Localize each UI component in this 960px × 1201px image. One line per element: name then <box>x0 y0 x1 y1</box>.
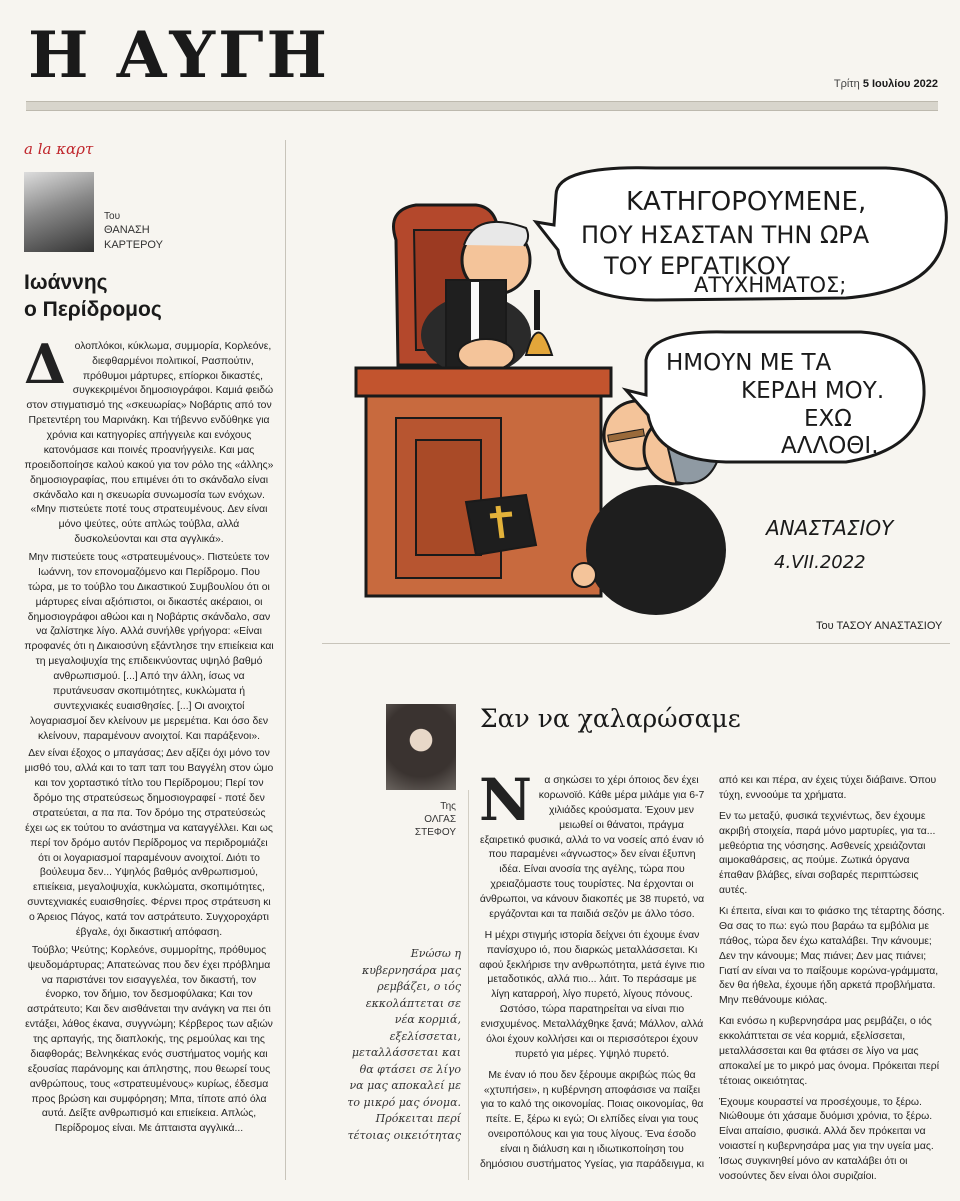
paragraph: Εν τω μεταξύ, φυσικά τεχνιέντως, δεν έχουμε ακριβή στοιχεία, παρά μόνο μαρτυρίες, για τα... μεθεόρτια της νόσησης. Ασθενείς χρειάζονται αιμοκαθάρσεις, ας πούμε. Ζωτικά όργανα έπαθαν βλάβες, είναι σοβαρές περιπτώσεις αυτές. <box>719 810 936 897</box>
paragraph: Έχουμε κουραστεί να προσέχουμε, το ξέρω. Νιώθουμε ότι χάσαμε δυόμισι χρόνια, το ξέρω. Είναι απαίσιο, φυσικά. Αλλά δεν πρόκειται να νοιαστεί η κυβερνησάρα μας για την υγεία μας. Ίσως συγκινηθεί μόνο αν καταλάβει ότι οι νοσούντες δεν είναι όλοι συριζαίοι. <box>719 1096 934 1182</box>
paragraph-text: α σηκώσει το χέρι όποιος δεν έχει κορωνοϊό. Κάθε μέρα μιλάμε για 6-7 χιλιάδες κρούσματα. Έχουν μεν μειωθεί οι θάνατοι, πράγμα εξαιρετικό φυσικά, αλλά το να νοσείς από έναν ιό που παραμένει «άγνωστος» δεν είναι έξυπνη ιδέα. Είναι ανοσία της αγέλης, τώρα που χρειαζόμαστε τους τουρίστες. Να έρχονται οι άνθρωποι, να κάνουν διακοπές με 38 πυρετό, να εργάζονται και τα παιδιά σεζόν με άλλο τόσο. <box>479 775 705 920</box>
bubble2-line-2: ΚΕΡΔΗ ΜΟΥ. <box>741 378 885 404</box>
pullquote: Ενώσω η κυβερνησάρα μας ρεμβάζει, ο ιός εκκολάπτεται σε νέα κορμιά, εξελίσσεται, μεταλλάσσεται και θα φτάσει σε λίγο να μας αποκαλεί με το μικρό μας όνομα. Πρόκειται περί τέτοιας οικειότητας <box>347 947 461 1142</box>
paragraph: Δεν είναι έξοχος ο μπαγάσας; Δεν αξίζει όχι μόνο τον μισθό του, αλλά και το ταπ ταπ του Βαγγέλη στον ώμο και τον χορταστικό τίτλο του Περίδρομου; Περί τον δρόμο της στρατεύσεως δημοσιογραφεί - ποτέ δεν στρατεύεται, α πα πα. Τον δρόμο της στρατεύσεώς έχει ως εκ τούτου το ανάστημα να καταγγέλλει. Και ως περί τον δρόμο αυτόν Περίδρομος να περιδρομιάζει ότι οι λογαριασμοί παραμένουν ανοιχτοί. Διότι το βούλευμα δεν... Υψηλός βαθμός ανθρωπισμού, επιείκεια, μεγαλοψυχία, κυκλώματα, σκοπιμότητες, συντεχνιακές ευαισθησίες. Φέρνει προς στράτευση κι ο Άρειος Πάγος, κατά τον αστράτευτο. Συγχοροχάρτι έβγαλε, όχι δικαστική απόφαση. <box>24 748 274 938</box>
cartoon-illustration <box>326 150 954 620</box>
dropcap: Δ <box>24 331 66 396</box>
column-divider <box>285 140 286 1180</box>
paragraph: Και ενόσω η κυβερνησάρα μας ρεμβάζει, ο ιός εκκολάπτεται σε νέα κορμιά, εξελίσσεται, μεταλλάσσεται και θα φτάσει σε λίγο να μας αποκαλεί με το μικρό μας όνομα. Πρόκειται περί τέτοιας οικειότητας. <box>719 1016 940 1087</box>
dateline-date: 5 Ιουλίου 2022 <box>862 78 938 90</box>
headline-line-2: ο Περίδρομος <box>24 297 162 321</box>
pullquote-rule <box>468 790 469 1180</box>
author-block <box>24 172 274 252</box>
bubble2-line-4: ΑΛΛΟΘΙ. <box>781 433 879 459</box>
masthead-title: Η ΑΥΓΗ <box>28 18 330 93</box>
paragraph-text: ολοπλόκοι, κύκλωμα, συμμορία, Κορλεόνε, διεφθαρμένοι πολιτικοί, Ρασπούτιν, πρόθυμοι μάρτυρες, επίορκοι δικαστές, συγκεκριμένοι δημοσιογράφοι. Καμιά φειδώ στον στιγματισμό της «σκευωρίας» Νοβάρτις από τον Πρετεντέρη του Μαρινάκη. Και τήβεννο ενδύθηκε για χρόνια και κατηγορίες απήγγειλε και ενόχους κατονόμασε και ποινές προανήγγειλε. Και μας προειδοποίησε καλού κακού για τον ρόλο της «άλλης» δημοσιογραφίας, που επιμένει ότι το σκάνδαλο είναι σκάνδαλο και η σκευωρία συνωμοσία των ενόχων. «Μην πιστεύετε ποτέ τους στρατευμένους. Δεν είναι μόνο ψεύτες, ούτε απλώς τούβλα, αλλά δυσκολεύονται και στα αγγλικά». <box>24 340 274 546</box>
paragraph: Τούβλο; Ψεύτης; Κορλεόνε, συμμορίτης, πρόθυμος ψευδομάρτυρας; Απατεώνας που δεν έχει πρόβλημα να παριστάνει τον εισαγγελέα, τον δικαστή, τον ένορκο, τον δήμιο, τον δεσμοφύλακα; Και τον αστράτευτο; Και δεν αισθάνεται την ανάγκη να πει ότι εντάξει, λάθος έκανα, συγγνώμη; Κέρβερος των αξιών της αρπαγής, της διαπλοκής, της ρεμούλας και της διαφθοράς; Βελνηκέκας ενός συστήματος νομής και εξουσίας παράνομης και άπληστης, που θεωρεί τους ανθρώπους, τους «στρατευμένους» κυρίως, έδεσμα προς βρώση και συμφόρηση; Μπα, τίποτε από όλα αυτά. Δείξτε ανθρωπισμό και επιείκεια. Απλώς, Περίδρομος είναι. Με άπταιστα αγγλικά... <box>25 944 273 1135</box>
column-headline <box>24 270 274 324</box>
paragraph <box>479 766 705 923</box>
bubble1-line-1: ΚΑΤΗΓΟΡΟΥΜΕΝΕ, <box>626 187 867 217</box>
author-name-2: ΚΑΡΤΕΡΟΥ <box>104 238 163 251</box>
cartoon-credit-name: ΤΑΣΟΥ ΑΝΑΣΤΑΣΙΟΥ <box>836 620 943 632</box>
author-by-label: Του <box>104 211 121 223</box>
column-left <box>24 140 274 1140</box>
bubble1-line-3: ΤΟΥ ΕΡΓΑΤΙΚΟΥ <box>604 252 791 280</box>
column-rubric: a la καρτ <box>24 140 94 158</box>
paragraph: Κι έπειτα, είναι και το φιάσκο της τέταρτης δόσης. Θα σας το πω: εγώ που βαράω τα εμβόλια με πάθος, τώρα δεν έχω καταλάβει. Την κάνουμε; Δεν την κάνουμε; Μας πιάνει; Δεν μας πιάνει; Γιατί αν είναι να το παίξουμε κορώνα-γράμματα, δεν θα ήθελα, έχουμε ήδη αρκετά προβλήματα. Μην πεθάνουμε κιόλας. <box>719 906 945 1007</box>
paragraph <box>24 331 274 548</box>
author-byline <box>104 210 163 252</box>
section-rule <box>322 643 950 644</box>
bubble2-line-3: ΕΧΩ <box>804 406 852 432</box>
cartoon-credit <box>816 620 942 632</box>
masthead-rule <box>26 101 938 111</box>
bubble1-line-2: ΠΟΥ ΗΣΑΣΤΑΝ ΤΗΝ ΩΡΑ <box>581 221 870 249</box>
bubble1-line-4: ΑΤΥΧΗΜΑΤΟΣ; <box>694 273 847 297</box>
paragraph: Μην πιστεύετε τους «στρατευμένους». Πιστεύετε τον Ιωάννη, τον επονομαζόμενο και Περίδρομο. Που τώρα, με το τούβλο του Δικαστικού Συμβουλίου ότι οι μάρτυρες είναι αξιόπιστοι, οι δικαστές ακέραιοι, οι δημοσιογράφοι αθώοι και η Νοβάρτις σκάνδαλο, σαν να ζαλίστηκε λίγο. Αλλά συνήλθε γρήγορα: «Είναι προφανές ότι η Δικαιοσύνη εξάντλησε την επιείκεια και τη μεγαλοψυχία της επιδεικνύοντας υψηλό βαθμό ανθρωπισμού. [...] Από την άλλη, ίσως να πρυτάνευσαν σκοπιμότητες, κυκλώματα ή συντεχνιακές ευαισθησίες. [...] Οι ανοιχτοί λογαριασμοί δεν κλείνουν με μερεμέτια. Και όσο δεν κλείνουν, παραμένουν ανοιχτοί. Και παράξενοι». <box>24 552 274 742</box>
author2-photo <box>386 704 456 790</box>
paragraph: από κει και πέρα, αν έχεις τύχει διάβαινε. Όπου τύχη, εννοούμε τα χρήματα. <box>719 775 937 801</box>
article2-column-2 <box>719 774 945 1191</box>
article2-headline: Σαν να χαλαρώσαμε <box>480 704 741 733</box>
cartoon-credit-by: Του <box>816 620 834 632</box>
author2-by-label: Της <box>440 801 456 812</box>
paragraph: Με έναν ιό που δεν ξέρουμε ακριβώς πώς θα «χτυπήσει», η κυβέρνηση αποφάσισε να παίξει για το καλό της οικονομίας. Ποιας οικονομίας, θα πείτε. Ε, ξέρω κι εγώ; Οι ελπίδες είναι για τους ονειροπόλους και για τους λίγους. Ένα έσοδο είναι η διάλυση και η ιδιωτικοποίηση του δημόσιου συστήματος Υγείας, για παράδειγμα, κι <box>479 1069 705 1170</box>
dropcap: Ν <box>479 766 533 834</box>
bubble2-line-1: ΗΜΟΥΝ ΜΕ ΤΑ <box>666 350 832 376</box>
column-body <box>24 331 274 1137</box>
author-photo <box>24 172 94 252</box>
author-name-1: ΘΑΝΑΣΗ <box>104 224 150 237</box>
dateline <box>834 78 938 90</box>
paragraph: Η μέχρι στιγμής ιστορία δείχνει ότι έχουμε έναν πανίσχυρο ιό, που διαρκώς μεταλλάσσεται. Κι αφού ξεκλήρισε την ανθρωπότητα, μετά έγινε πιο μεταδοτικός, αλλά πιο... λάιτ. Το περάσαμε με λίγη καταρροή, λίγο πυρετό, λίγους πόνους. Ωστόσο, τώρα παρατηρείται να είναι πιο ενισχυμένος. Μεταλλάχθηκε ξανά; Μάλλον, αλλά όλοι έχουν κολλήσει και οι περισσότεροι έχουν πυρετό για μέρες. Υψηλό πυρετό. <box>479 929 705 1060</box>
headline-line-1: Ιωάννης <box>24 271 108 294</box>
author2-byline <box>380 800 456 839</box>
article2-column-1 <box>479 766 705 1179</box>
author2-name-1: ΟΛΓΑΣ <box>424 814 456 825</box>
dateline-weekday: Τρίτη <box>833 78 860 90</box>
cartoon-signature-date: 4.VII.2022 <box>774 552 866 573</box>
cartoon-signature: ΑΝΑΣΤΑΣΙΟΥ <box>766 516 894 540</box>
author2-name-2: ΣΤΕΦΟΥ <box>414 827 456 838</box>
